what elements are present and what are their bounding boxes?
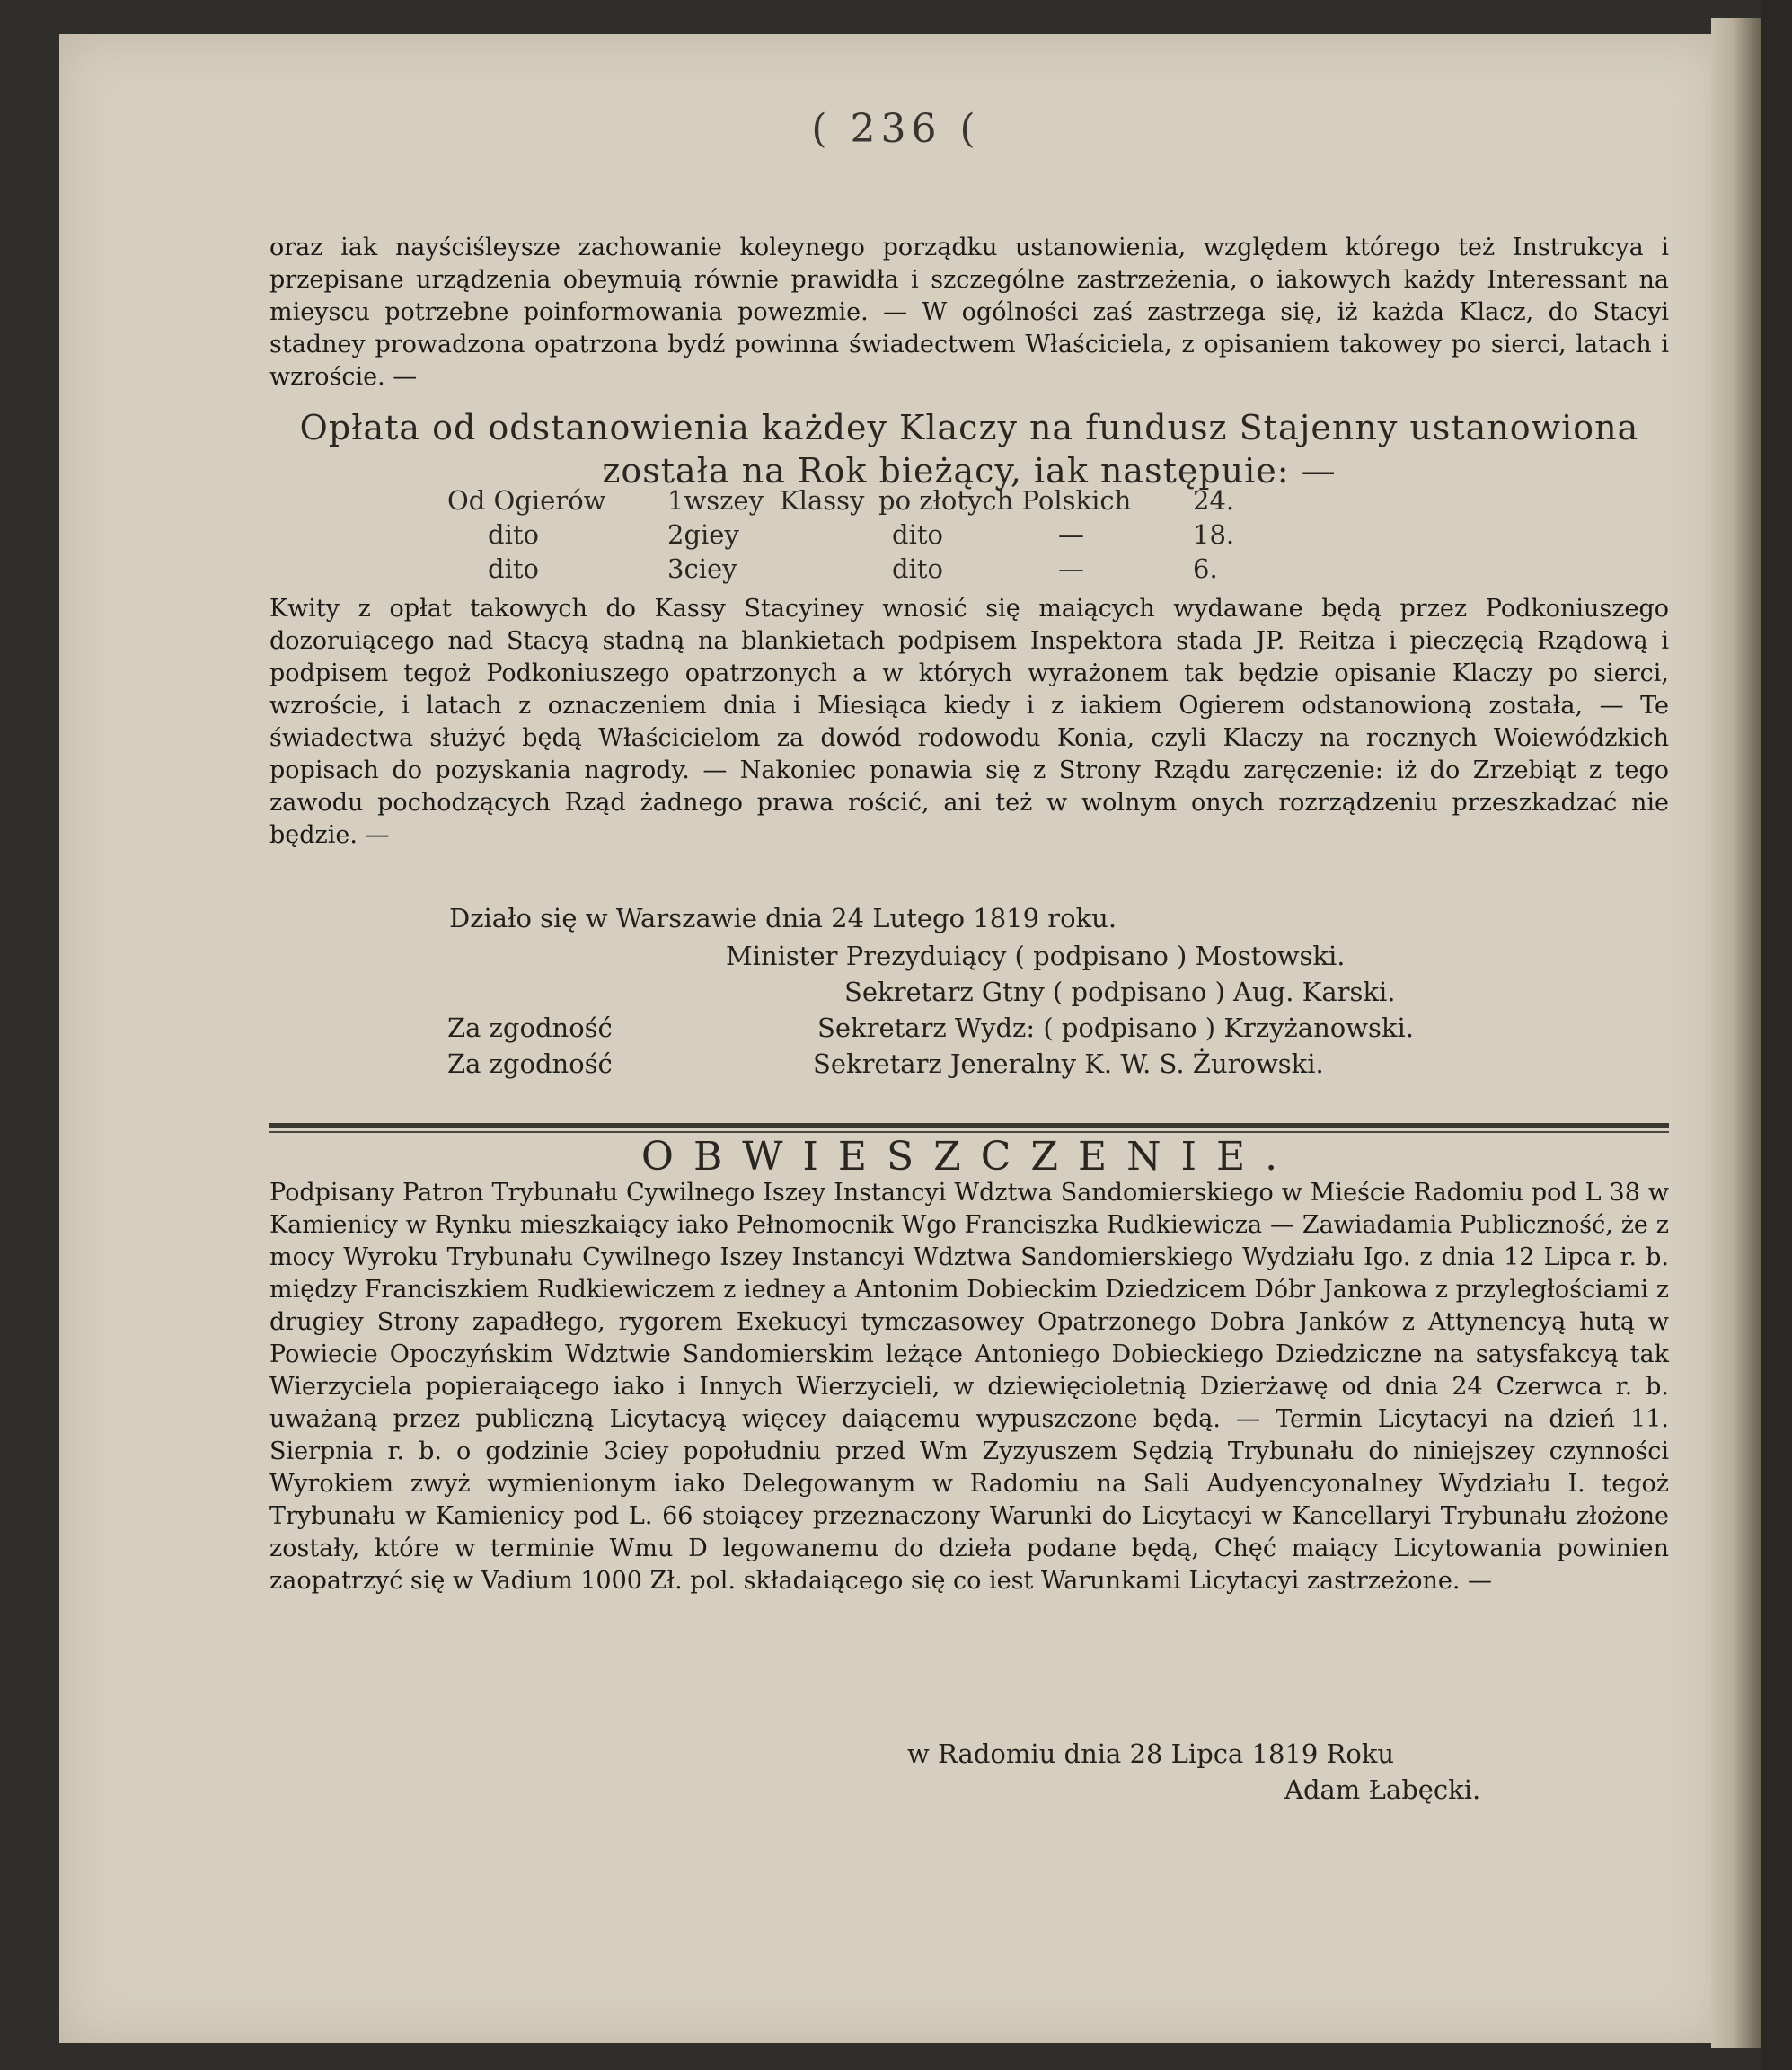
minister-signature: Minister Prezyduiący ( podpisano ) Mostowski. xyxy=(726,941,1346,971)
fee-cell: — xyxy=(1058,553,1084,584)
announcement-body: Podpisany Patron Trybunału Cywilnego Iszey Instancyi Wdztwa Sandomierskiego w Mieście Radomiu pod L 38 w Kamienicy w Rynku mieszkaiący iako Pełnomocnik Wgo Franciszka Rudkiewicza — Zawiadamia Publiczność, że z mocy Wyroku Trybunału Cywilnego Iszey Instancyi Wdztwa Sandomierskiego Wydziału Igo. z dnia 12 Lipca r. b. między Franciszkiem Rudkiewiczem z iedney a Antonim Dobieckim Dziedzicem Dóbr Jankowa z przyległościami z drugiey Strony zapadłego, rygorem Exekucyi tymczasowey Opatrzonego Dobra Janków z Attynencyą hutą w Powiecie Opoczyńskim Wdztwie Sandomierskim leżące Antoniego Dobieckiego Dziedziczne na satysfakcyą tak Wierzyciela popieraiącego iako i Innych Wierzycieli, w dziewięcioletnią Dzierżawę od dnia 24 Czerwca r. b. uważaną przez publiczną Licytacyą więcey daiącemu wypuszczone będą. — Termin Licytacyi na dzień 11. Sierpnia r. b. o godzinie 3ciey popołudniu przed Wm Zyzyuszem Sędzią Trybunału do niniejszey czynności Wyrokiem zwyż wymienionym iako Delegowanym w Radomiu na Sali Audyencyonalney Wydziału I. tegoż Trybunału w Kamienicy pod L. 66 stoiącey przeznaczony Warunki do Licytacyi w Kancellaryi Trybunału złożone zostały, które w terminie Wmu D legowanemu do dzieła podane będą, Chęć maiący Licytowania powinien zaopatrzyć się w Vadium 1000 Zł. pol. składaiącego się co iest Warunkami Licytacyi zastrzeżone. — xyxy=(269,1179,1669,1595)
fee-row xyxy=(447,553,1346,588)
closing-place-date: w Radomiu dnia 28 Lipca 1819 Roku xyxy=(907,1738,1395,1769)
fee-cell: 2giey xyxy=(667,519,739,550)
fee-row xyxy=(447,485,1346,519)
book-edge xyxy=(1761,0,1792,2070)
fee-cell: 18. xyxy=(1193,519,1235,550)
fee-table xyxy=(447,485,1346,588)
fee-heading: Opłata od odstanowienia każdey Klaczy na fundusz Stajenny ustanowiona została na Rok bieżący, iak następuie: — xyxy=(299,408,1639,491)
za-zgodnosc-label: Za zgodność xyxy=(447,1013,613,1043)
fee-row xyxy=(447,519,1346,553)
section-divider-thin xyxy=(269,1131,1669,1133)
section-divider xyxy=(269,1123,1669,1128)
za-zgodnosc-label: Za zgodność xyxy=(447,1048,613,1079)
fee-cell: Od Ogierów xyxy=(447,485,606,516)
wydz-secretary-signature: Sekretarz Wydz: ( podpisano ) Krzyżanowski. xyxy=(817,1013,1414,1043)
dated-line: Działo się w Warszawie dnia 24 Lutego 1819 roku. xyxy=(449,903,1117,933)
fee-cell: 3ciey xyxy=(667,553,737,584)
fee-cell: dito xyxy=(892,519,943,550)
closing-signer: Adam Łabęcki. xyxy=(1284,1774,1481,1805)
fee-cell: dito xyxy=(488,553,539,584)
fee-cell: dito xyxy=(892,553,943,584)
fee-cell: — xyxy=(1058,519,1084,550)
fee-cell: 24. xyxy=(1193,485,1235,516)
fee-cell: 1wszey xyxy=(667,485,764,516)
announcement-heading: OBWIESZCZENIE. xyxy=(640,1134,1298,1180)
fee-cell: Klassy xyxy=(780,485,865,516)
page-number: ( 236 ( xyxy=(811,106,981,152)
paragraph-intro: oraz iak nayściśleysze zachowanie koleynego porządku ustanowienia, względem którego też Instrukcya i przepisane urządzenia obeymuią równie prawidła i szczególne zastrzeżenia, o iakowych każdy Interessant na mieyscu potrzebne poinformowania powezmie. — W ogólności zaś zastrzega się, iż każda Klacz, do Stacyi stadney prowadzona opatrzona bydź powinna świadectwem Właściciela, z opisaniem takowey po sierci, latach i wzroście. — xyxy=(269,234,1669,391)
fee-cell: 6. xyxy=(1193,553,1218,584)
general-secretary-signature: Sekretarz Jeneralny K. W. S. Żurowski. xyxy=(813,1048,1324,1079)
fee-cell: po złotych Polskich xyxy=(878,485,1132,516)
secretary-signature: Sekretarz Gtny ( podpisano ) Aug. Karski. xyxy=(844,977,1396,1007)
fee-cell: dito xyxy=(488,519,539,550)
page-fold xyxy=(1711,18,1765,2048)
paragraph-receipts: Kwity z opłat takowych do Kassy Stacyiney wnosić się maiących wydawane będą przez Podkoniuszego dozoruiącego nad Stacyą stadną na blankietach podpisem Inspektora stada JP. Reitza i pieczęcią Rządową i podpisem tegoż Podkoniuszego opatrzonych a w których wyrażonem tak będzie opisanie Klaczy po sierci, wzroście, i latach z oznaczeniem dnia i Miesiąca kiedy i z iakiem Ogierem odstanowioną została, — Te świadectwa służyć będą Właścicielom za dowód rodowodu Konia, czyli Klaczy na rocznych Woiewódzkich popisach do pozyskania nagrody. — Nakoniec ponawia się z Strony Rządu zaręczenie: iż do Zrzebiąt z tego zawodu pochodzących Rząd żadnego prawa rościć, ani też w wolnym onych rozrządzeniu przeszkadzać nie będzie. — xyxy=(269,595,1669,849)
